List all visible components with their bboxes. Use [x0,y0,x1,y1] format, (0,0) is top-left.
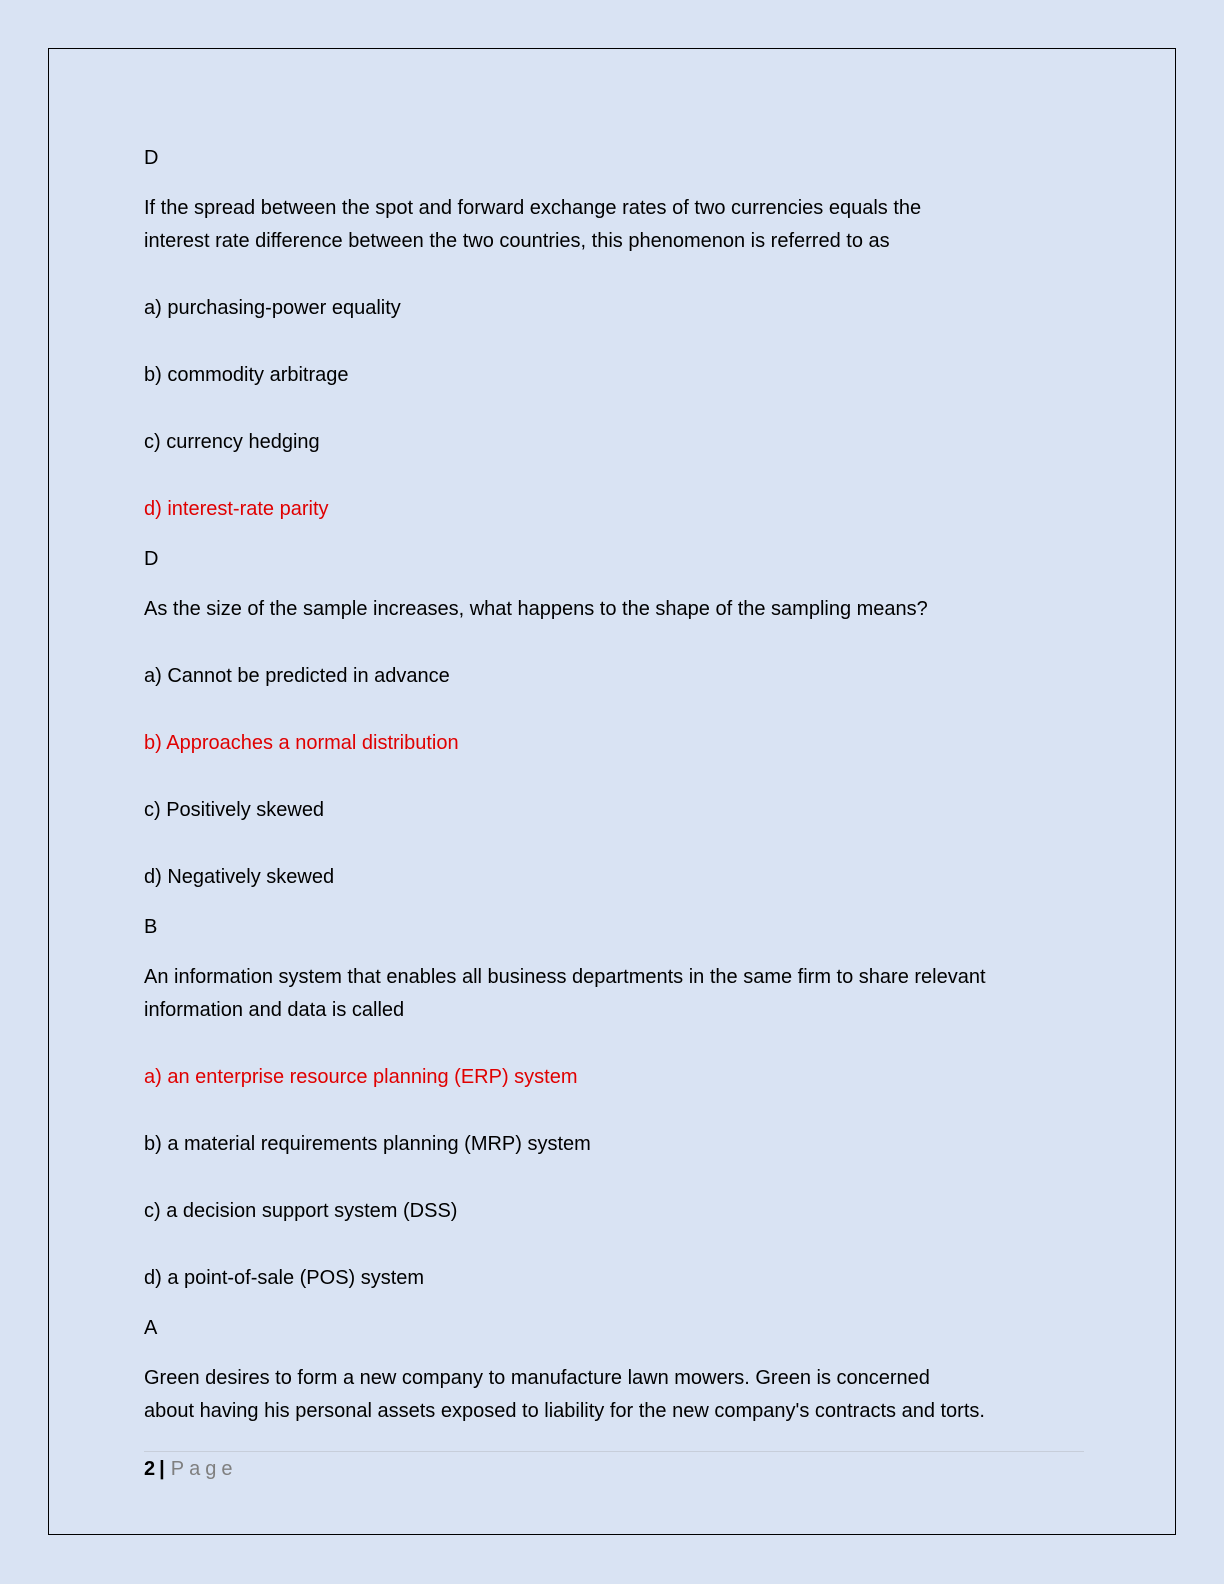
question-3-option-b: b) a material requirements planning (MRP) system [144,1133,591,1155]
answer-key-2: D [144,548,159,570]
page-footer [144,1452,237,1486]
page-frame [48,48,1176,1535]
question-3-option-c: c) a decision support system (DSS) [144,1200,458,1222]
question-4-line-1: Green desires to form a new company to manufacture lawn mowers. Green is concerned [144,1367,930,1389]
answer-key-3: B [144,916,158,938]
page-label: Page [170,1458,238,1480]
question-3-option-d: d) a point-of-sale (POS) system [144,1267,425,1289]
question-2-option-d: d) Negatively skewed [144,866,335,888]
question-3-line-2: information and data is called [144,999,405,1021]
question-1-option-a: a) purchasing-power equality [144,297,401,319]
question-1-line-1: If the spread between the spot and forward exchange rates of two currencies equals the [144,197,922,219]
question-4-line-2: about having his personal assets exposed to liability for the new company's contracts and torts. [144,1400,985,1422]
question-1-line-2: interest rate difference between the two countries, this phenomenon is referred to as [144,230,890,252]
question-3-option-a-correct: a) an enterprise resource planning (ERP) system [144,1066,578,1088]
question-2-option-c: c) Positively skewed [144,799,325,821]
question-2-option-a: a) Cannot be predicted in advance [144,665,450,687]
question-1-option-c: c) currency hedging [144,431,320,453]
question-1-option-b: b) commodity arbitrage [144,364,349,386]
footer-separator: | [159,1458,165,1480]
footer-divider [144,1451,1084,1452]
question-2-option-b-correct: b) Approaches a normal distribution [144,732,459,754]
question-1-option-d-correct: d) interest-rate parity [144,498,329,520]
question-2-line-1: As the size of the sample increases, what happens to the shape of the sampling means? [144,598,928,620]
answer-key-1: D [144,147,159,169]
answer-key-4: A [144,1317,158,1339]
page-number: 2 [144,1458,156,1480]
question-3-line-1: An information system that enables all business departments in the same firm to share relevant [144,966,986,988]
